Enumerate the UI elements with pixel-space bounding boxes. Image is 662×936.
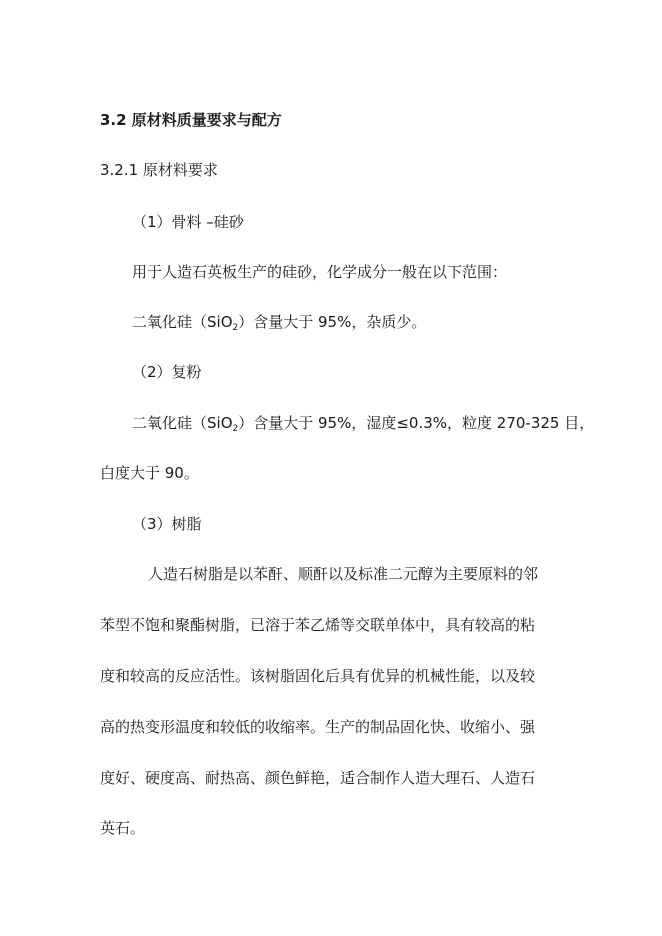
item3-paragraph-line: 英石。 [100,819,146,837]
section-heading: 3.2 原材料质量要求与配方 [100,111,282,129]
subsection-heading: 3.2.1 原材料要求 [100,161,218,179]
item2-title: （2）复粉 [132,363,202,381]
item1-spec-prefix: 二氧化硅（SiO [132,313,233,331]
item3-paragraph-line: 苯型不饱和聚酯树脂，已溶于苯乙烯等交联单体中，具有较高的粘 [100,616,536,634]
item3-paragraph-line: 人造石树脂是以苯酐、顺酐以及标准二元醇为主要原料的邻 [148,565,539,583]
item1-intro: 用于人造石英板生产的硅砂，化学成分一般在以下范围： [132,263,508,281]
item2-spec-continuation: 白度大于 90。 [100,464,199,482]
item2-spec-prefix: 二氧化硅（SiO [132,414,233,432]
item2-spec-subscript: 2 [232,424,239,434]
item3-paragraph-line: 度和较高的反应活性。该树脂固化后具有优异的机械性能，以及较 [100,667,536,685]
item2-spec-suffix: ）含量大于 95%，湿度≤0.3%，粒度 270-325 目， [238,414,595,432]
item3-paragraph-line: 高的热变形温度和较低的收缩率。生产的制品固化快、收缩小、强 [100,718,536,736]
item1-spec [132,312,426,332]
item3-title: （3）树脂 [132,515,202,533]
item2-spec [132,413,594,433]
item1-spec-subscript: 2 [232,323,239,333]
item1-title: （1）骨料 –硅砂 [132,213,244,231]
item3-paragraph-line: 度好、硬度高、耐热高、颜色鲜艳，适合制作人造大理石、人造石 [100,769,536,787]
item1-spec-suffix: ）含量大于 95%，杂质少。 [238,313,427,331]
